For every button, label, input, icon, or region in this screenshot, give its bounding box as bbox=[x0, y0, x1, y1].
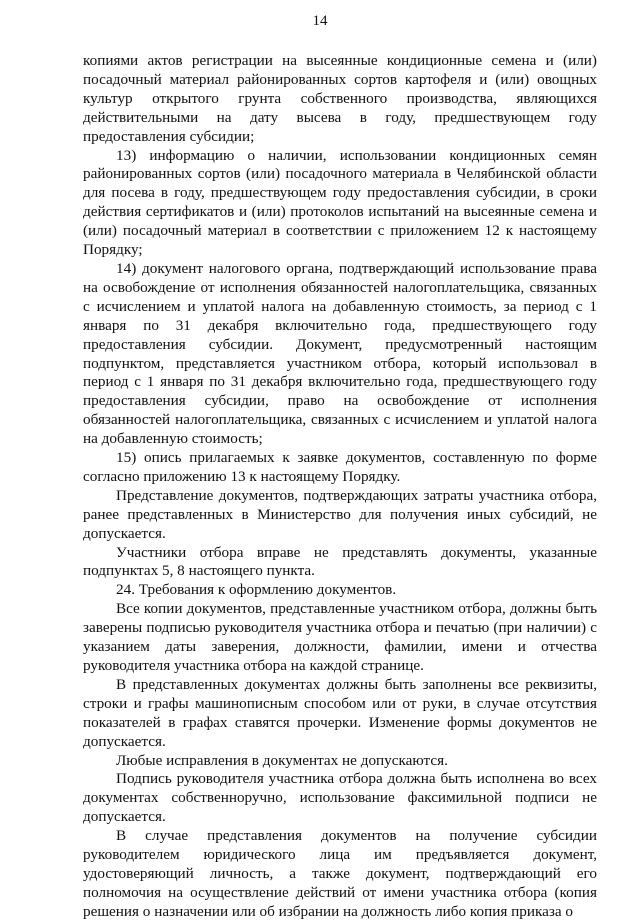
document-body bbox=[83, 52, 597, 922]
paragraph-continuation: копиями актов регистрации на высеянные кондиционные семена и (или) посадочный материал районированных сортов картофеля и (или) овощных культур открытого грунта собственного производства, являющихся действительными на дату высева в году, предшествующем году предоставления субсидии; bbox=[83, 52, 597, 145]
paragraph-item-14: 14) документ налогового органа, подтверждающий использование права на освобождение от исполнения обязанностей налогоплательщика, связанных с исчислением и уплатой налога на добавленную стоимость, за период с 1 января по 31 декабря включительно года, предшествующего году предоставления субсидии. Документ, предусмотренный настоящим подпунктом, представляется участником отбора, который использовал в период с 1 января по 31 декабря включительно года, предшествующего году предоставления субсидии, право на освобождение от исполнения обязанностей налогоплательщика, связанных с исчислением и уплатой налога на добавленную стоимость; bbox=[83, 259, 597, 448]
paragraph-item-15: 15) опись прилагаемых к заявке документов, составленную по форме согласно приложению 13 к настоящему Порядку. bbox=[83, 449, 597, 485]
section-heading-24: 24. Требования к оформлению документов. bbox=[116, 581, 397, 599]
paragraph-expense-docs: Представление документов, подтверждающих затраты участника отбора, ранее представленных в Министерство для получения иных субсидий, не допускается. bbox=[83, 486, 597, 542]
page-number: 14 bbox=[312, 13, 328, 29]
paragraph-signature: Подпись руководителя участника отбора должна быть исполнена во всех документах собственноручно, использование факсимильной подписи не допускается. bbox=[83, 770, 597, 826]
paragraph-required-fields: В представленных документах должны быть заполнены все реквизиты, строки и графы машинописным способом или от руки, в случае отсутствия показателей в графах ставятся прочерки. Изменение формы документов не допускается. bbox=[83, 675, 597, 750]
paragraph-item-13: 13) информацию о наличии, использовании кондиционных семян районированных сортов (или) посадочного материала в Челябинской области для посева в году, предшествующем году предоставления субсидии, в сроки действия сертификатов и (или) протоколов испытаний на высеянные семена и (или) посадочный материал в соответствии с приложением 12 к настоящему Порядку; bbox=[83, 146, 597, 259]
paragraph-representation: В случае представления документов на получение субсидии руководителем юридического лица им предъявляется документ, удостоверяющий личность, а также документ, подтверждающий его полномочия на осуществление действий от имени участника отбора (копия решения о назначении или об избрании на должность либо копия приказа о bbox=[83, 827, 597, 920]
paragraph-no-corrections: Любые исправления в документах не допускаются. bbox=[116, 751, 448, 769]
paragraph-optional-docs: Участники отбора вправе не представлять документы, указанные подпунктах 5, 8 настоящего пункта. bbox=[83, 543, 597, 580]
paragraph-copies-certification: Все копии документов, представленные участником отбора, должны быть заверены подписью руководителя участника отбора и печатью (при наличии) с указанием даты заверения, должности, фамилии, имени и отчества руководителя участника отбора на каждой странице. bbox=[83, 600, 597, 674]
